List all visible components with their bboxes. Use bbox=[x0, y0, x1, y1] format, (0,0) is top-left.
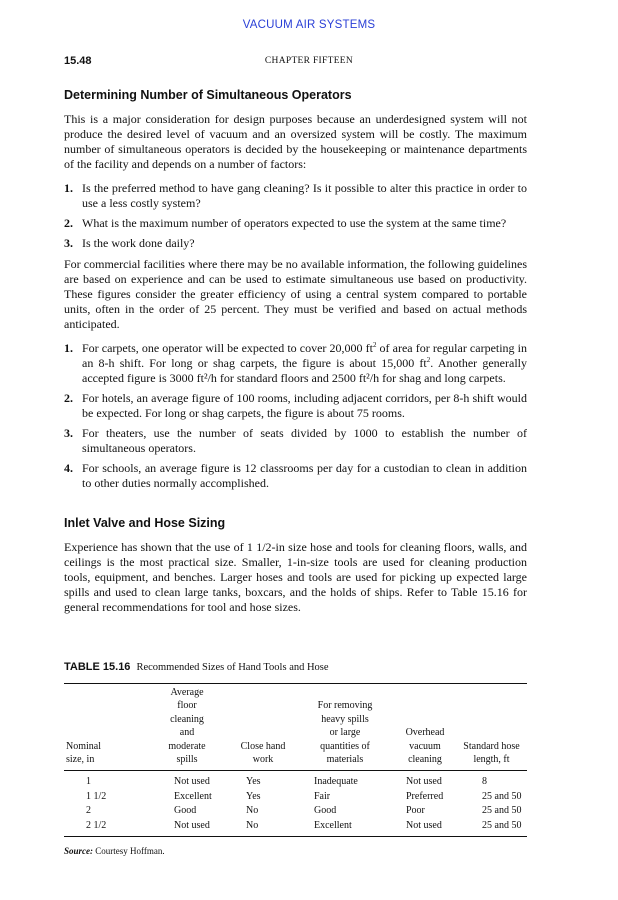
table-cell: Good bbox=[314, 805, 337, 817]
table-cell: Fair bbox=[314, 790, 331, 802]
section-heading-inlet-valve: Inlet Valve and Hose Sizing bbox=[64, 516, 226, 530]
tool-hose-table bbox=[64, 683, 527, 837]
table-cell: No bbox=[246, 819, 259, 831]
table-cell: 1 bbox=[86, 776, 91, 788]
table-cell: 8 bbox=[482, 776, 487, 788]
column-header: Close hand work bbox=[240, 740, 286, 766]
inlet-paragraph: Experience has shown that the use of 1 1/2-in size hose and tools for cleaning floors, walls, and ceilings is the most practical size. Smaller, 1-in-size tools are used for cleaning production tools, equipment, and benches. Larger hoses and tools are used for picking up expected large spills and used to clean large tanks, boxcars, and the holds of ships. Refer to Table 15.16 for general recommendations for tool and hose sizes. bbox=[64, 540, 527, 614]
table-cell: Preferred bbox=[406, 790, 444, 802]
table-cell: Excellent bbox=[314, 819, 352, 831]
table-label: TABLE 15.16 bbox=[64, 661, 131, 673]
table-cell: Inadequate bbox=[314, 776, 358, 788]
intro-paragraph: This is a major consideration for design purposes because an underdesigned system will not produce the desired level of vacuum and an oversized system will be costly. The maximum number of simultaneous operators is decided by the housekeeping or maintenance departments of the facility and depends on a number of factors: bbox=[64, 112, 527, 171]
table-cell: Not used bbox=[406, 819, 442, 831]
table-row bbox=[64, 804, 527, 819]
table-cell: Poor bbox=[406, 805, 425, 817]
column-header: Standard hose length, ft bbox=[463, 740, 520, 766]
list-item: 4. For schools, an average figure is 12 classrooms per day for a custodian to clean in addition to other duties normally accomplished. bbox=[64, 461, 527, 490]
table-row bbox=[64, 819, 527, 837]
column-header: Overhead vacuum cleaning bbox=[405, 727, 445, 766]
running-head: VACUUM AIR SYSTEMS bbox=[242, 19, 376, 31]
list-item: 1. For carpets, one operator will be expected to cover 20,000 $ft^2$ of area for regular carpeting in an 8-h shift. For long or shag carpets, the figure is about 15,000 $ft^2$. Another generally accepted figure is 3000 ft²/h for standard floors and 2500 ft²/h for shag and long carpets. bbox=[64, 341, 528, 385]
table-cell: 25 and 50 bbox=[482, 790, 522, 802]
table-cell: 25 and 50 bbox=[482, 805, 522, 817]
page-body bbox=[64, 88, 527, 615]
table-cell: 1 1/2 bbox=[86, 790, 107, 802]
table-row bbox=[64, 771, 527, 790]
table-cell: 2 1/2 bbox=[86, 819, 107, 831]
table-cell: Yes bbox=[246, 790, 261, 802]
list-item: 3. For theaters, use the number of seats divided by 1000 to establish the number of simultaneous operators. bbox=[64, 426, 527, 455]
column-header: For removing heavy spills or large quantities of materials bbox=[317, 700, 373, 766]
guideline-paragraph: For commercial facilities where there may be no available information, the following guidelines are based on experience and can be used to estimate simultaneous use based on productivity. These figures consider the greater efficiency of using a central system compared to portable units, often in the order of 25 percent. They must be verified and based on actual methods anticipated. bbox=[64, 257, 527, 331]
guideline-list bbox=[64, 341, 527, 491]
factor-list bbox=[64, 181, 527, 251]
table-source-note: Source: Courtesy Hoffman. bbox=[64, 846, 165, 856]
page-number: 15.48 bbox=[64, 55, 92, 67]
table-caption bbox=[64, 661, 329, 673]
list-item: 3. Is the work done daily? bbox=[64, 236, 195, 250]
chapter-title: CHAPTER FIFTEEN bbox=[264, 56, 354, 66]
list-item: 2. For hotels, an average figure of 100 rooms, including adjacent corridors, per 8-h shift would be expected. For long or shag carpets, the figure is about 75 rooms. bbox=[64, 391, 527, 420]
table-cell: 2 bbox=[86, 805, 91, 817]
table-cell: Not used bbox=[174, 776, 210, 788]
table-cell: No bbox=[246, 805, 259, 817]
list-item: 1. Is the preferred method to have gang cleaning? Is it possible to alter this practice in order to use a less costly system? bbox=[64, 181, 527, 210]
table-cell: Yes bbox=[246, 776, 261, 788]
table-header-row bbox=[64, 684, 527, 771]
list-item: 2. What is the maximum number of operators expected to use the system at the same time? bbox=[64, 216, 507, 230]
section-heading-simultaneous-operators: Determining Number of Simultaneous Operators bbox=[64, 88, 352, 102]
table-cell: Good bbox=[174, 805, 197, 817]
table-row bbox=[64, 790, 527, 805]
table-cell: Not used bbox=[406, 776, 442, 788]
table-cell: 25 and 50 bbox=[482, 819, 522, 831]
table-cell: Not used bbox=[174, 819, 210, 831]
table-title: Recommended Sizes of Hand Tools and Hose bbox=[136, 662, 329, 673]
column-header: Average floor cleaning and moderate spills bbox=[168, 687, 206, 766]
table-cell: Excellent bbox=[174, 790, 212, 802]
column-header: Nominal size, in bbox=[66, 740, 101, 766]
